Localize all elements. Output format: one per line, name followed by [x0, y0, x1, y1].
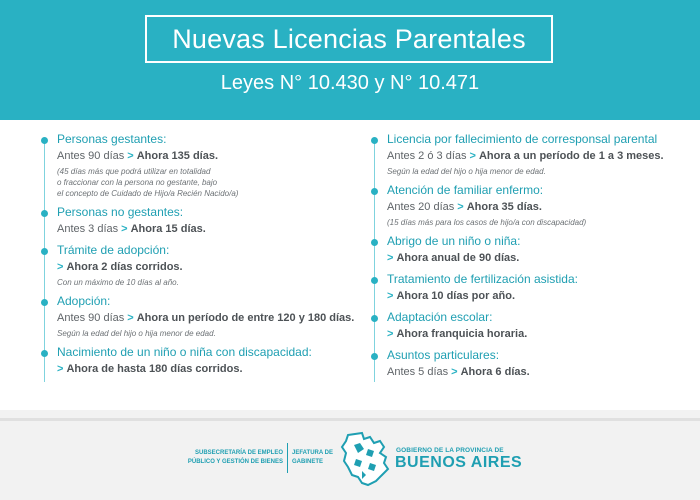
license-change: [387, 200, 689, 215]
before-value: Antes 20 días: [387, 201, 455, 213]
jefatura-line: GABINETE: [292, 459, 324, 465]
now-value: Ahora 15 días.: [130, 223, 206, 235]
chevron-right-icon: >: [127, 312, 134, 324]
chevron-right-icon: >: [121, 223, 128, 235]
license-change: [387, 365, 689, 380]
license-change: [57, 260, 359, 275]
now-value: Ahora franquicia horaria.: [396, 328, 528, 340]
page-title: Nuevas Licencias Parentales: [145, 15, 553, 63]
now-value: Ahora 135 días.: [136, 150, 219, 162]
bullet-dot-icon: [371, 277, 378, 284]
license-title: Personas gestantes:: [57, 132, 167, 146]
chevron-right-icon: >: [469, 150, 476, 162]
before-value: Antes 2 ó 3 días: [387, 150, 467, 162]
chevron-right-icon: >: [127, 150, 134, 162]
chevron-right-icon: >: [57, 363, 64, 375]
license-change: [57, 311, 359, 326]
gobierno-label: GOBIERNO DE LA PROVINCIA DE: [396, 447, 504, 454]
license-title: Asuntos particulares:: [387, 348, 500, 362]
license-change: [387, 327, 689, 342]
now-value: Ahora anual de 90 días.: [396, 252, 520, 264]
subsecretaria-line: PÚBLICO Y GESTIÓN DE BIENES: [187, 459, 283, 465]
license-change: [387, 251, 689, 266]
right-column: [374, 132, 689, 386]
footer: [0, 410, 700, 500]
license-item: [374, 132, 689, 177]
before-value: Antes 90 días: [57, 312, 125, 324]
license-note: o fraccionar con la persona no gestante, bajo: [57, 178, 218, 187]
logo-divider: [287, 443, 288, 473]
bullet-dot-icon: [41, 248, 48, 255]
bullet-dot-icon: [371, 137, 378, 144]
license-title: Nacimiento de un niño o niña con discapacidad:: [57, 345, 312, 359]
license-title: Tratamiento de fertilización asistida:: [387, 272, 578, 286]
licenses-panel: [0, 120, 700, 410]
chevron-right-icon: >: [57, 261, 64, 273]
left-column: [44, 132, 359, 383]
page-subtitle: Leyes N° 10.430 y N° 10.471: [220, 72, 480, 94]
license-item: [374, 183, 689, 228]
subsecretaria-label: [178, 449, 283, 467]
license-item: [374, 234, 689, 266]
before-value: Antes 3 días: [57, 223, 119, 235]
now-value: Ahora 35 días.: [466, 201, 542, 213]
buenos-aires-map-icon: [340, 431, 392, 489]
license-change: [57, 362, 359, 377]
license-note: Con un máximo de 10 días al año.: [57, 278, 179, 287]
license-change: [57, 222, 359, 237]
bullet-dot-icon: [371, 239, 378, 246]
license-item: [44, 132, 359, 199]
license-item: [374, 348, 689, 380]
license-change: [387, 149, 689, 164]
header-banner: [0, 0, 700, 120]
now-value: Ahora 2 días corridos.: [66, 261, 183, 273]
bullet-dot-icon: [371, 353, 378, 360]
bullet-dot-icon: [371, 188, 378, 195]
chevron-right-icon: >: [387, 328, 394, 340]
now-value: Ahora 10 días por año.: [396, 290, 516, 302]
license-title: Trámite de adopción:: [57, 243, 170, 257]
now-value: Ahora de hasta 180 días corridos.: [66, 363, 243, 375]
bullet-dot-icon: [41, 350, 48, 357]
license-title: Licencia por fallecimiento de corresponsal parental: [387, 132, 658, 146]
license-note: (15 días más para los casos de hijo/a con discapacidad): [387, 218, 587, 227]
license-item: [44, 345, 359, 377]
jefatura-line: JEFATURA DE: [292, 450, 334, 456]
license-title: Adaptación escolar:: [387, 310, 493, 324]
bullet-dot-icon: [41, 210, 48, 217]
license-title: Personas no gestantes:: [57, 205, 184, 219]
bullet-dot-icon: [371, 315, 378, 322]
before-value: Antes 5 días: [387, 366, 449, 378]
footer-logos: [0, 418, 700, 500]
chevron-right-icon: >: [451, 366, 458, 378]
license-note: el concepto de Cuidado de Hijo/a Recién Nacido/a): [57, 189, 239, 198]
license-change: [57, 149, 359, 164]
chevron-right-icon: >: [457, 201, 464, 213]
license-note: Según la edad del hijo o hija menor de edad.: [387, 167, 546, 176]
jefatura-label: [292, 449, 342, 467]
license-title: Abrigo de un niño o niña:: [387, 234, 521, 248]
bullet-dot-icon: [41, 299, 48, 306]
license-item: [44, 205, 359, 237]
subsecretaria-line: SUBSECRETARÍA DE EMPLEO: [194, 450, 283, 456]
license-note: (45 días más que podrá utilizar en totalidad: [57, 167, 211, 176]
license-title: Adopción:: [57, 294, 111, 308]
bullet-dot-icon: [41, 137, 48, 144]
provincia-label: BUENOS AIRES: [395, 454, 523, 471]
license-item: [374, 310, 689, 342]
license-item: [44, 294, 359, 339]
license-item: [44, 243, 359, 288]
license-title: Atención de familiar enfermo:: [387, 183, 544, 197]
license-item: [374, 272, 689, 304]
license-note: Según la edad del hijo o hija menor de edad.: [57, 329, 216, 338]
now-value: Ahora un período de entre 120 y 180 días.: [136, 312, 355, 324]
before-value: Antes 90 días: [57, 150, 125, 162]
license-change: [387, 289, 689, 304]
chevron-right-icon: >: [387, 290, 394, 302]
chevron-right-icon: >: [387, 252, 394, 264]
now-value: Ahora a un período de 1 a 3 meses.: [478, 150, 664, 162]
now-value: Ahora 6 días.: [460, 366, 530, 378]
